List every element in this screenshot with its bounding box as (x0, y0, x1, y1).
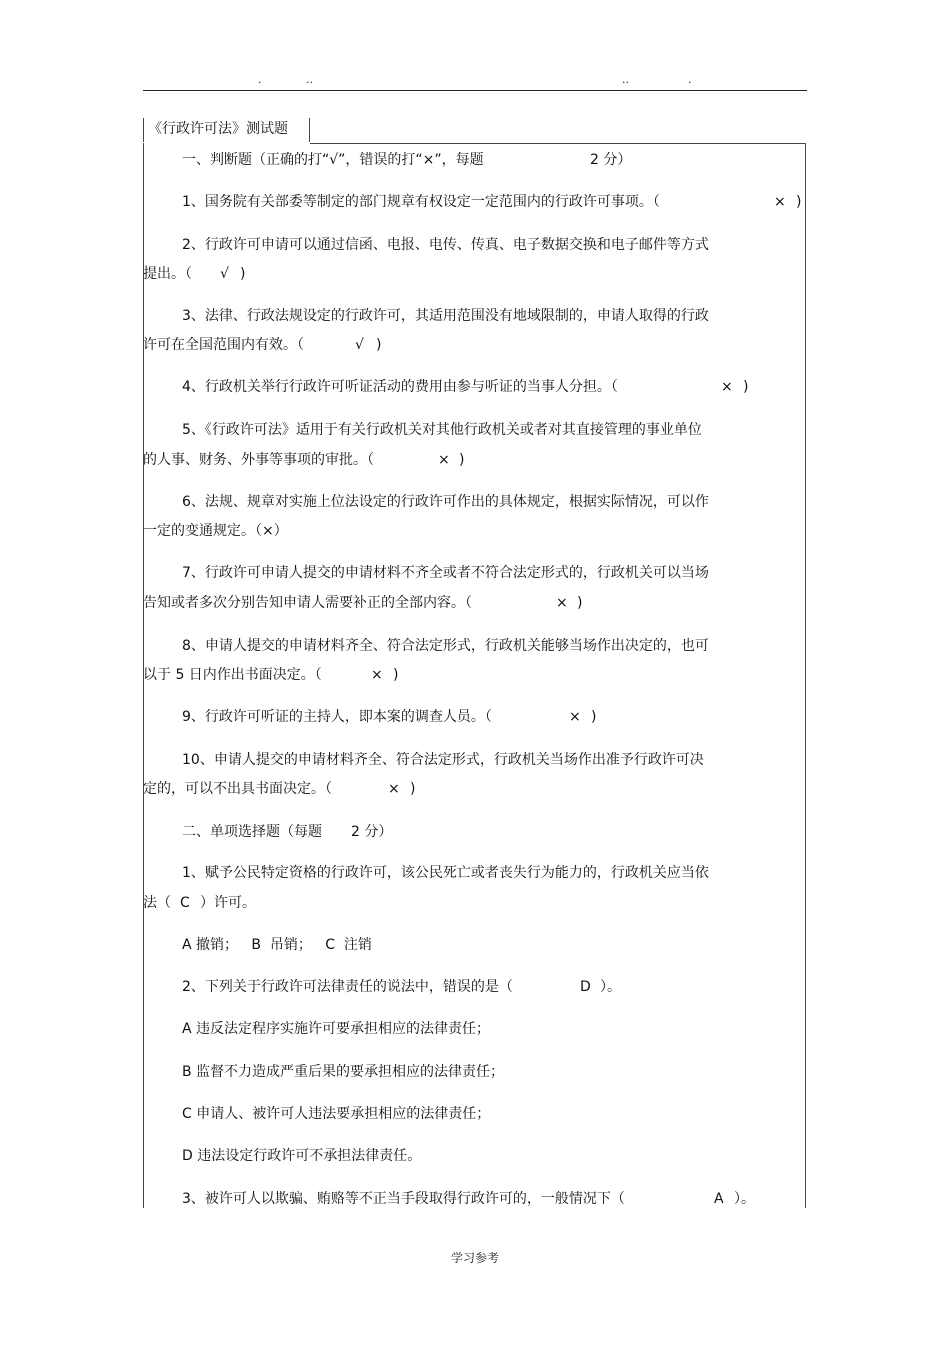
judge-item-7-answer: × (556, 595, 568, 611)
choice-q1-options: A 撤销； B 吊销； C 注销 (182, 937, 372, 953)
judge-item-7-close: ) (577, 595, 583, 611)
judge-item-1-close: ) (796, 194, 802, 210)
choice-q1-answer: C (180, 895, 190, 911)
header-dot: .. (306, 73, 313, 86)
choice-q2-option-b: B 监督不力造成严重后果的要承担相应的法律责任； (182, 1064, 505, 1080)
judge-item-3-answer: √ (355, 337, 364, 353)
judge-item-3-line-2: 许可在全国范围内有效。（ (143, 337, 304, 353)
judge-item-8-line-1: 8、申请人提交的申请材料齐全、符合法定形式，行政机关能够当场作出决定的，也可 (182, 638, 709, 654)
section-heading-choice: 二、单项选择题（每题 (182, 824, 322, 840)
judge-item-8-line-2: 以于 5 日内作出书面决定。（ (143, 667, 322, 683)
document-title: 《行政许可法》测试题 (143, 118, 310, 142)
judge-item-3-close: ) (376, 337, 382, 353)
judge-item-2-line-2: 提出。（ (143, 266, 192, 282)
choice-q1-line-1: 1、赋予公民特定资格的行政许可，该公民死亡或者丧失行为能力的，行政机关应当依 (182, 865, 709, 881)
choice-q2-option-c: C 申请人、被许可人违法要承担相应的法律责任； (182, 1106, 491, 1122)
judge-item-10-answer: × (388, 781, 400, 797)
choice-q2-suffix: ）。 (600, 979, 621, 995)
section-heading-score: 2 分） (590, 152, 632, 168)
judge-item-1-answer: × (774, 194, 786, 210)
judge-item-10-line-1: 10、申请人提交的申请材料齐全、符合法定形式，行政机关当场作出准予行政许可决 (182, 752, 704, 768)
judge-item-6-line-1: 6、法规、规章对实施上位法设定的行政许可作出的具体规定，根据实际情况，可以作 (182, 494, 709, 510)
choice-q2-option-d: D 违法设定行政许可不承担法律责任。 (182, 1148, 422, 1164)
judge-item-4-line-1: 4、行政机关举行行政许可听证活动的费用由参与听证的当事人分担。（ (182, 379, 618, 395)
judge-item-5-line-1: 5、《行政许可法》适用于有关行政机关对其他行政机关或者对其直接管理的事业单位 (182, 422, 702, 438)
judge-item-9-close: ) (591, 709, 597, 725)
judge-item-5-line-2: 的人事、财务、外事等事项的审批。（ (143, 452, 374, 468)
choice-q2-prefix: 2、下列关于行政许可法律责任的说法中，错误的是（ (182, 979, 513, 995)
frame-top-border (310, 143, 806, 144)
header-dot: .. (622, 73, 629, 86)
judge-item-10-line-2: 定的，可以不出具书面决定。（ (143, 781, 332, 797)
section-heading-choice-score: 2 分） (351, 824, 393, 840)
choice-q2-option-a: A 违反法定程序实施许可要承担相应的法律责任； (182, 1021, 491, 1037)
judge-item-7-line-1: 7、行政许可申请人提交的申请材料不齐全或者不符合法定形式的，行政机关可以当场 (182, 565, 709, 581)
header-dot: . (688, 73, 692, 86)
judge-item-2-answer: √ (220, 266, 229, 282)
judge-item-3-line-1: 3、法律、行政法规设定的行政许可，其适用范围没有地域限制的，申请人取得的行政 (182, 308, 709, 324)
judge-item-4-close: ) (743, 379, 749, 395)
choice-q1-line-2-prefix: 法（ (143, 895, 171, 911)
frame-right-border (805, 143, 806, 1208)
section-heading-judge: 一、判断题（正确的打“√”，错误的打“×”，每题 (182, 152, 484, 168)
judge-item-5-answer: × (438, 452, 450, 468)
judge-item-5-close: ) (459, 452, 465, 468)
choice-q3-suffix: ）。 (734, 1191, 755, 1207)
header-dot: . (258, 73, 262, 86)
judge-item-6-line-2: 一定的变通规定。（×） (143, 523, 288, 539)
judge-item-2-close: ) (240, 266, 246, 282)
choice-q3-prefix: 3、被许可人以欺骗、贿赂等不正当手段取得行政许可的，一般情况下（ (182, 1191, 625, 1207)
header-rule (143, 90, 807, 91)
judge-item-9-answer: × (569, 709, 581, 725)
judge-item-8-close: ) (393, 667, 399, 683)
page-footer: 学习参考 (450, 1251, 499, 1265)
choice-q1-line-2-suffix: ）许可。 (200, 895, 256, 911)
judge-item-8-answer: × (371, 667, 383, 683)
judge-item-10-close: ) (410, 781, 416, 797)
judge-item-2-line-1: 2、行政许可申请可以通过信函、电报、电传、传真、电子数据交换和电子邮件等方式 (182, 237, 709, 253)
judge-item-9-line-1: 9、行政许可听证的主持人，即本案的调查人员。（ (182, 709, 492, 725)
judge-item-7-line-2: 告知或者多次分别告知申请人需要补正的全部内容。（ (143, 595, 472, 611)
judge-item-1-line-1: 1、国务院有关部委等制定的部门规章有权设定一定范围内的行政许可事项。（ (182, 194, 660, 210)
choice-q3-answer: A (714, 1191, 724, 1207)
choice-q2-answer: D (580, 979, 591, 995)
judge-item-4-answer: × (721, 379, 733, 395)
